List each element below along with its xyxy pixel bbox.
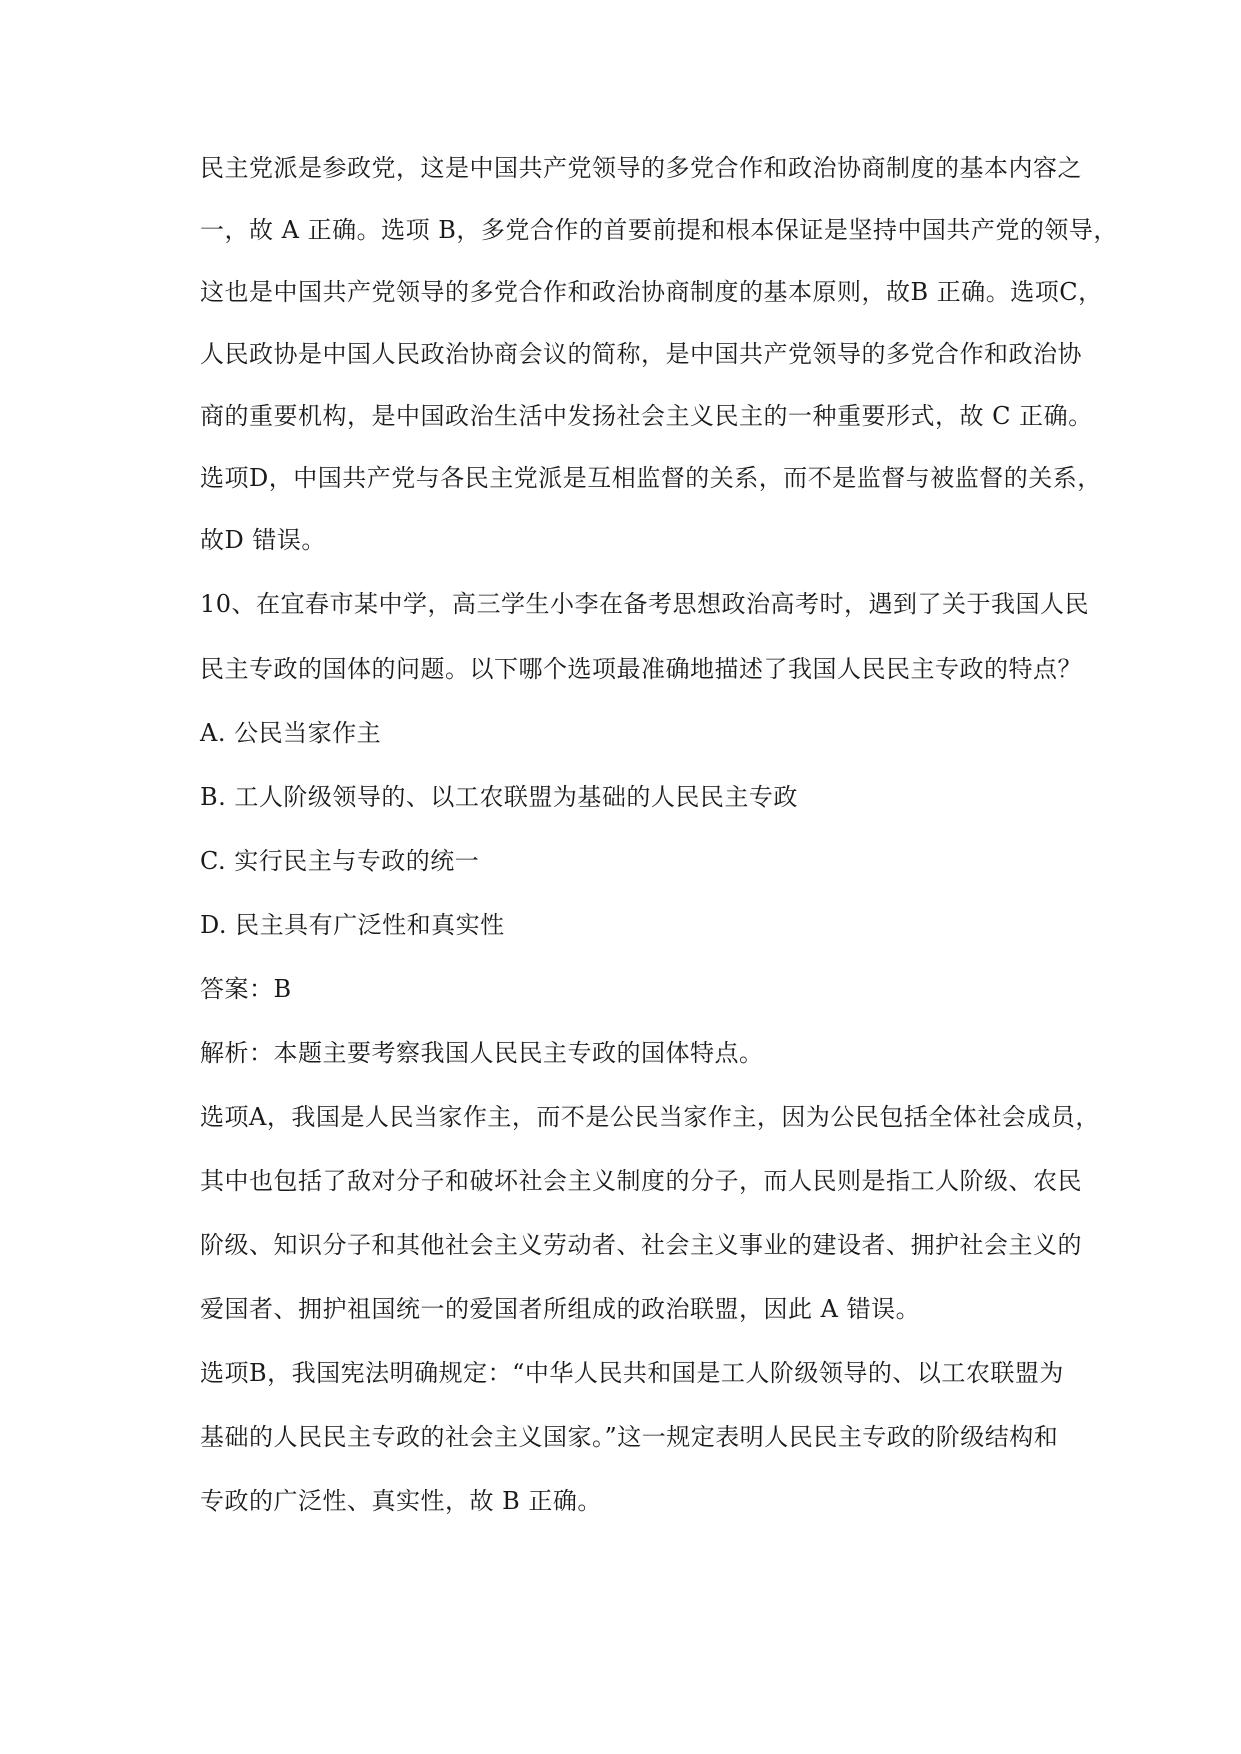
option-d: D. 民主具有广泛性和真实性 bbox=[200, 911, 505, 939]
analysis-line: 选项A，我国是人民当家作主，而不是公民当家作主，因为公民包括全体社会成员， bbox=[200, 1103, 1100, 1131]
analysis-line: 专政的广泛性、真实性，故 B 正确。 bbox=[200, 1487, 602, 1515]
question-line: 10、在宜春市某中学，高三学生小李在备考思想政治高考时，遇到了关于我国人民 bbox=[200, 590, 1090, 618]
question-line: 民主专政的国体的问题。以下哪个选项最准确地描述了我国人民民主专政的特点？ bbox=[200, 655, 1082, 683]
paragraph-line: 商的重要机构，是中国政治生活中发扬社会主义民主的一种重要形式，故 C 正确。 bbox=[200, 402, 1093, 430]
analysis-line: 选项B，我国宪法明确规定：“中华人民共和国是工人阶级领导的、以工农联盟为 bbox=[200, 1359, 1064, 1387]
paragraph-line: 民主党派是参政党，这是中国共产党领导的多党合作和政治协商制度的基本内容之 bbox=[200, 154, 1082, 182]
paragraph-line: 人民政协是中国人民政治协商会议的简称，是中国共产党领导的多党合作和政治协 bbox=[200, 340, 1082, 368]
answer-line: 答案：B bbox=[200, 975, 292, 1003]
analysis-line: 其中也包括了敌对分子和破坏社会主义制度的分子，而人民则是指工人阶级、农民 bbox=[200, 1167, 1082, 1195]
paragraph-line: 一，故 A 正确。选项 B，多党合作的首要前提和根本保证是坚持中国共产党的领导， bbox=[200, 216, 1118, 244]
option-c: C. 实行民主与专政的统一 bbox=[200, 847, 480, 875]
analysis-line: 阶级、知识分子和其他社会主义劳动者、社会主义事业的建设者、拥护社会主义的 bbox=[200, 1231, 1082, 1259]
option-b: B. 工人阶级领导的、以工农联盟为基础的人民民主专政 bbox=[200, 783, 798, 811]
paragraph-line: 选项D，中国共产党与各民主党派是互相监督的关系，而不是监督与被监督的关系， bbox=[200, 464, 1102, 492]
option-a: A. 公民当家作主 bbox=[200, 719, 382, 747]
paragraph-line: 故D 错误。 bbox=[200, 526, 326, 554]
analysis-line: 爱国者、拥护祖国统一的爱国者所组成的政治联盟，因此 A 错误。 bbox=[200, 1295, 921, 1323]
analysis-line: 基础的人民民主专政的社会主义国家。”这一规定表明人民民主专政的阶级结构和 bbox=[200, 1423, 1059, 1451]
analysis-heading: 解析：本题主要考察我国人民民主专政的国体特点。 bbox=[200, 1039, 764, 1067]
paragraph-line: 这也是中国共产党领导的多党合作和政治协商制度的基本原则，故B 正确。选项C， bbox=[200, 278, 1103, 306]
